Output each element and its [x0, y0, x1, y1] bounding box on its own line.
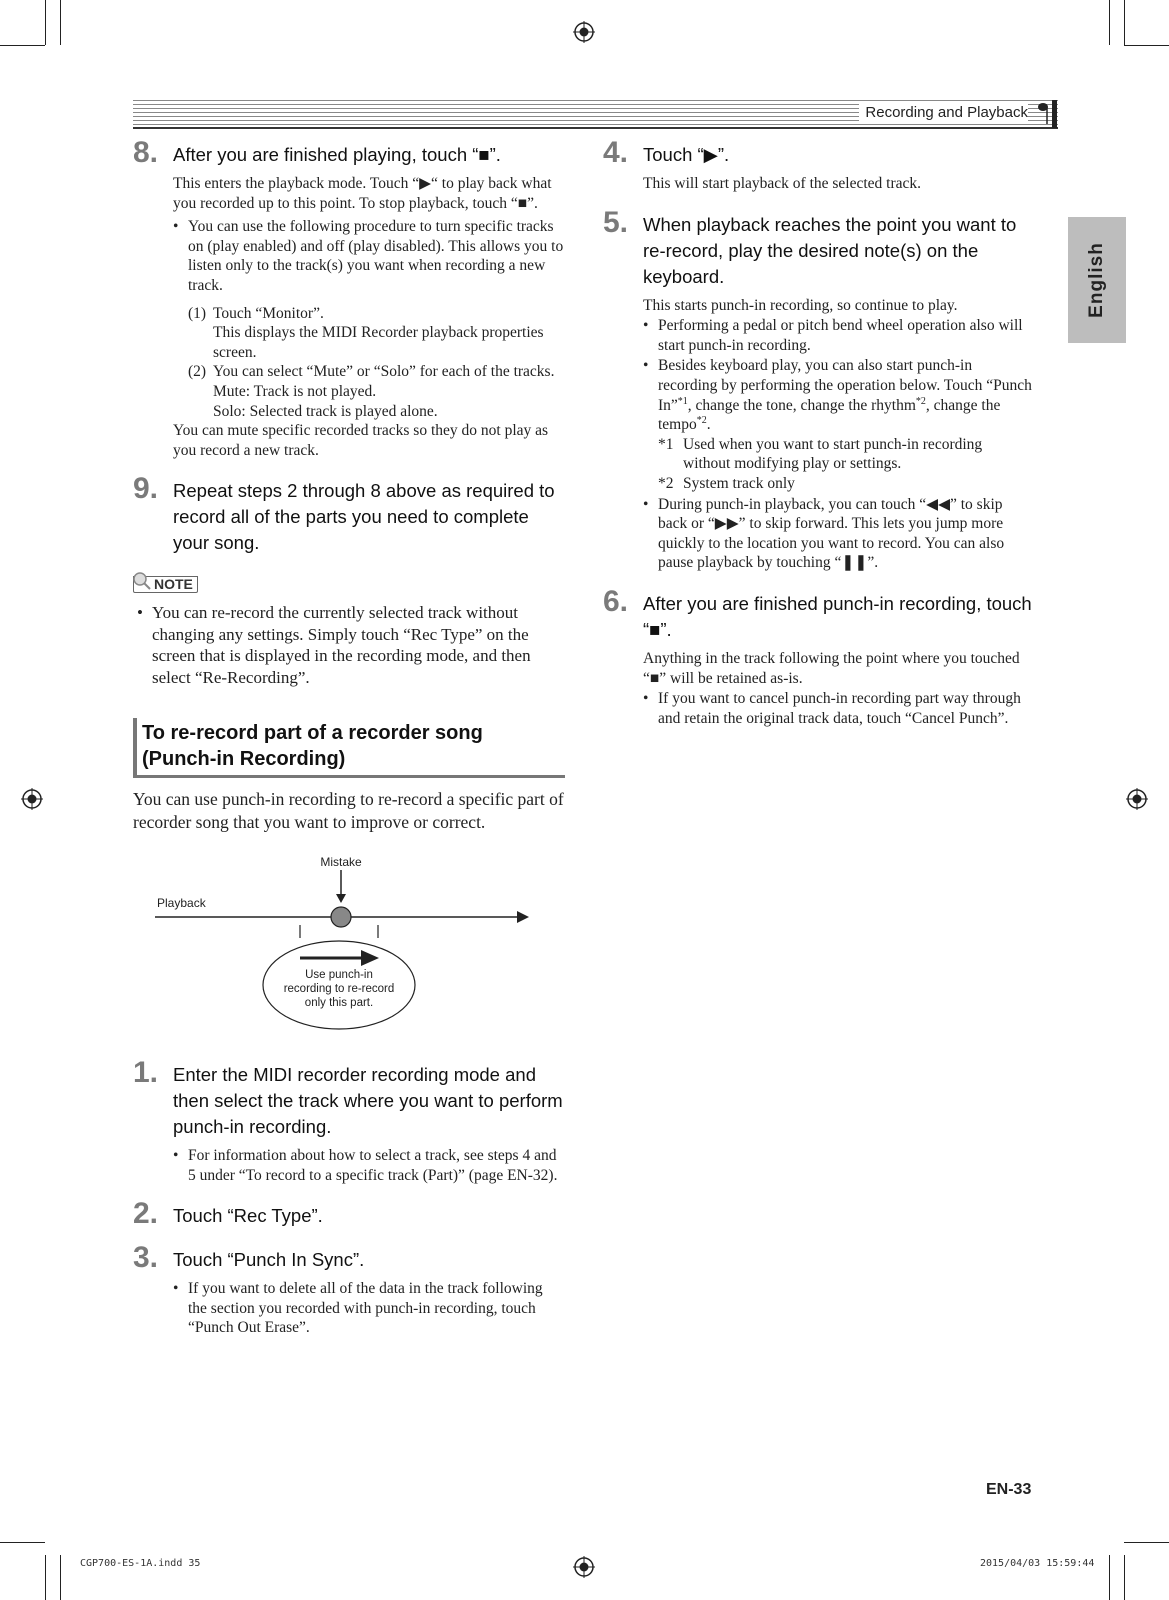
- crop-mark: [1124, 45, 1169, 46]
- bullet-item: [643, 356, 1033, 434]
- music-note-icon: [1034, 100, 1060, 128]
- step-title: Enter the MIDI recorder recording mode and then select the track where you want to perform punch-in recording.: [173, 1063, 563, 1137]
- punch-in-diagram: [133, 850, 565, 1040]
- sub-item-label: (1): [188, 304, 207, 322]
- sub-item-line: Mute: Track is not played.: [213, 382, 377, 400]
- punch-in-diagram-graphic: [133, 850, 565, 1040]
- bullet-text: , change the tempo: [658, 396, 1001, 434]
- step-body: [643, 649, 1033, 728]
- step-number: 3.: [133, 1241, 159, 1275]
- step-title: After you are finished punch-in recording, touch “■”.: [643, 592, 1032, 640]
- bubble-line: only this part.: [304, 996, 374, 1009]
- crop-mark: [1109, 1555, 1110, 1600]
- section-heading-line: To re-record part of a recorder song: [142, 721, 483, 744]
- step-number: 6.: [603, 584, 629, 618]
- step-body: This will start playback of the selected track.: [643, 175, 922, 192]
- step-title: Repeat steps 2 through 8 above as required to record all of the parts you need to complete your song.: [173, 480, 555, 554]
- note-label-text: NOTE: [154, 576, 193, 593]
- step-title: Touch “▶”.: [643, 144, 730, 165]
- step-title: Touch “Punch In Sync”.: [173, 1249, 365, 1271]
- bullet-item: • Performing a pedal or pitch bend wheel operation also will start punch-in recording.: [643, 316, 1033, 355]
- step-body: [173, 174, 565, 460]
- step-number: 2.: [133, 1197, 159, 1231]
- step-1: [133, 1055, 565, 1185]
- footnote-text: System track only: [683, 474, 795, 492]
- sub-item-line: Solo: Selected track is played alone.: [213, 402, 438, 420]
- footnote: [658, 435, 1033, 474]
- bullet-item: • If you want to cancel punch-in recording part way through and retain the original track data, touch “Cancel Punch”.: [643, 689, 1033, 728]
- step-6: [603, 584, 1033, 728]
- crop-mark: [45, 0, 46, 45]
- footnote-ref: *2: [915, 395, 926, 407]
- crop-mark: [1109, 0, 1110, 45]
- crop-mark: [0, 45, 45, 46]
- note-label: [133, 576, 198, 593]
- paragraph: You can mute specific recorded tracks so they do not play as you record a new track.: [173, 422, 549, 459]
- step-2: [133, 1197, 565, 1231]
- step-title: After you are finished playing, touch “■”.: [173, 144, 501, 165]
- section-heading: [133, 718, 565, 778]
- step-body: [643, 296, 1033, 573]
- registration-mark-icon: [573, 1556, 595, 1578]
- crop-mark: [1124, 1555, 1125, 1600]
- footnote: [658, 474, 1033, 494]
- sub-item-line: This displays the MIDI Recorder playback properties screen.: [213, 324, 544, 361]
- step-title: Touch “Rec Type”.: [173, 1205, 323, 1227]
- bullet-item: • During punch-in playback, you can touch “◀◀” to skip back or “▶▶” to skip forward. This lets you jump more quickly to the location you want to record. You can also pause playback by touching “❚❚”.: [643, 495, 1033, 573]
- header-title: Recording and Playback: [859, 104, 1028, 121]
- page-number: EN-33: [986, 1481, 1032, 1498]
- sub-item-line: You can select “Mute” or “Solo” for each of the tracks.: [213, 363, 555, 381]
- sub-item: [188, 304, 565, 363]
- bubble-text: [269, 968, 409, 1010]
- crop-mark: [1124, 0, 1125, 45]
- magnifier-icon: [132, 571, 152, 591]
- footnote-ref: *2: [696, 415, 707, 426]
- language-tab-label: English: [1086, 242, 1107, 318]
- step-number: 8.: [133, 136, 159, 169]
- paragraph: This starts punch-in recording, so continue to play.: [643, 296, 958, 314]
- step-number: 5.: [603, 205, 629, 239]
- crop-mark: [60, 1555, 61, 1600]
- registration-mark-icon: [573, 21, 595, 43]
- crop-mark: [45, 1555, 46, 1600]
- bullet-text: .: [706, 416, 711, 434]
- step-5: [603, 205, 1033, 573]
- bubble-line: recording to re-record: [283, 982, 395, 995]
- section-heading-line: (Punch-in Recording): [142, 747, 346, 770]
- date-slug: 2015/04/03 15:59:44: [980, 1558, 1095, 1569]
- step-number: 9.: [133, 472, 159, 506]
- sub-item-line: Touch “Monitor”.: [213, 304, 324, 322]
- language-tab: [1068, 217, 1126, 343]
- footnote-ref: *1: [677, 395, 688, 407]
- footnote-label: *2: [658, 474, 674, 492]
- step-title: When playback reaches the point you want to re-record, play the desired note(s) on the keyboard.: [643, 213, 1017, 287]
- registration-mark-icon: [21, 788, 43, 810]
- paragraph: Anything in the track following the point where you touched “■” will be retained as-is.: [643, 649, 1020, 687]
- playback-label: Playback: [157, 895, 206, 910]
- bullet-item: • You can use the following procedure to turn specific tracks on (play enabled) and off (play disabled). This allows you to listen only to the track(s) you want when recording a new track.: [173, 217, 565, 295]
- section-intro: You can use punch-in recording to re-record a specific part of recorder song that you want to improve or correct.: [133, 788, 564, 832]
- footnote-label: *1: [658, 435, 674, 453]
- crop-mark: [1124, 1542, 1169, 1543]
- bullet-item: • If you want to delete all of the data in the track following the section you recorded with punch-in recording, touch “Punch Out Erase”.: [173, 1279, 565, 1338]
- left-column: [133, 136, 565, 1352]
- mistake-label: Mistake: [320, 854, 362, 869]
- step-4: [603, 136, 1033, 194]
- step-8: [133, 136, 565, 460]
- step-body: [173, 1146, 565, 1185]
- sub-item-label: (2): [188, 363, 207, 381]
- step-body: [173, 1279, 565, 1338]
- right-column: [603, 136, 1033, 742]
- crop-mark: [0, 1542, 45, 1543]
- note-block: [133, 576, 565, 688]
- step-number: 1.: [133, 1055, 159, 1089]
- step-number: 4.: [603, 136, 629, 169]
- bullet-text: Besides keyboard play, you can also start punch-in recording by performing the operation below. Touch “Punch In”: [658, 357, 1032, 414]
- file-slug: CGP700-ES-1A.indd 35: [80, 1558, 201, 1569]
- note-text: • You can re-record the currently selected track without changing any settings. Simply touch “Rec Type” on the screen that is displayed in the recording mode, and then select “Re-Recording”.: [137, 602, 565, 688]
- step-9: [133, 472, 565, 556]
- bullet-item: • For information about how to select a track, see steps 4 and 5 under “To record to a specific track (Part)” (page EN-32).: [173, 1146, 565, 1185]
- footnote-text: Used when you want to start punch-in recording without modifying play or settings.: [683, 435, 983, 473]
- paragraph: This enters the playback mode. Touch “▶“ to play back what you recorded up to this point. To stop playback, touch “■”.: [173, 175, 552, 212]
- bullet-text: , change the tone, change the rhythm: [687, 396, 916, 414]
- crop-mark: [60, 0, 61, 45]
- sub-item: [188, 362, 565, 421]
- bubble-line: Use punch-in: [305, 968, 373, 981]
- registration-mark-icon: [1126, 788, 1148, 810]
- step-3: [133, 1241, 565, 1338]
